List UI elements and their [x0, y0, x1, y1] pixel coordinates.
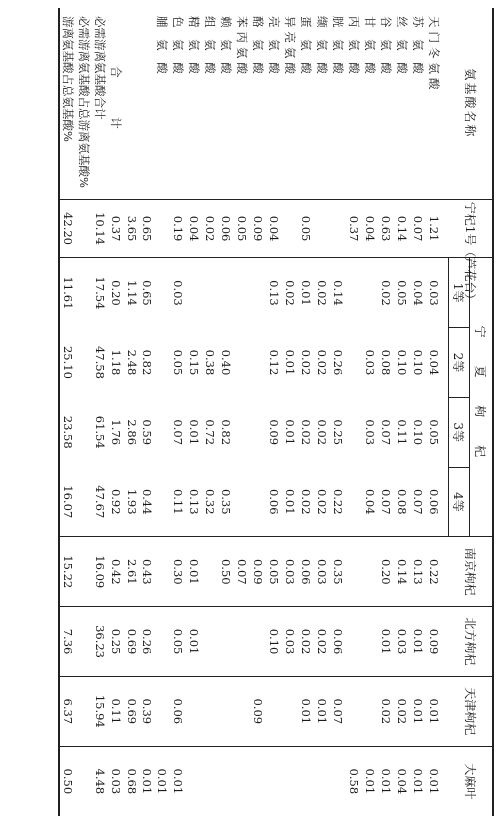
table-cell: 0.01: [427, 768, 442, 795]
table-cell: 0.01: [187, 607, 203, 677]
table-cell: 0.02: [315, 419, 330, 446]
table-cell: 0.06: [267, 467, 283, 537]
table-cell: 2.48: [124, 349, 139, 376]
table-cell: 0.02: [315, 280, 330, 306]
table-cell: 0.22: [331, 467, 347, 537]
table-cell: 0.06: [299, 537, 315, 607]
table-row: [299, 8, 315, 816]
table-cell: [187, 258, 203, 328]
table-cell: 0.65: [139, 280, 154, 306]
table-cell: 0.01: [379, 768, 394, 795]
row-label: 天门冬氨酸: [427, 8, 449, 199]
table-cell: 0.03: [427, 280, 442, 306]
table-cell: 0.01: [283, 467, 299, 537]
table-cell: 1.93: [124, 467, 139, 537]
table-row: [155, 8, 171, 816]
table-cell: 0.69: [124, 676, 139, 746]
table-cell: 0.13: [187, 467, 203, 537]
table-cell: 0.01: [187, 419, 202, 446]
table-cell: 0.92: [108, 467, 124, 537]
table-body: [59, 8, 449, 816]
table-row: [251, 8, 267, 816]
table-cell: 0.02: [299, 467, 315, 537]
table-cell: 0.39: [139, 676, 154, 746]
table-cell: 0.01: [283, 349, 298, 376]
table-cell: [203, 537, 219, 607]
row-label: 精 氨 酸: [187, 8, 203, 199]
table-cell: 0.07: [411, 199, 427, 258]
table-cell: [283, 199, 299, 258]
row-label: 苯丙氨酸: [235, 8, 251, 199]
table-cell: 0.03: [108, 768, 123, 795]
table-cell: [76, 328, 92, 398]
table-cell: [76, 199, 92, 258]
table-cell: 0.09: [427, 607, 449, 677]
table-cell: 0.01: [299, 676, 315, 746]
table-cell: 0.02: [379, 676, 395, 746]
table-cell: [315, 199, 331, 258]
table-cell: 0.04: [267, 199, 283, 258]
table-row: [315, 8, 331, 816]
table-cell: 0.07: [171, 419, 186, 446]
table-cell: [235, 607, 251, 677]
table-cell: [347, 397, 363, 467]
table-cell: 42.20: [59, 199, 76, 258]
table-cell: [283, 746, 299, 816]
table-cell: [76, 746, 92, 816]
table-cell: [363, 258, 379, 328]
table-cell: [251, 607, 267, 677]
table-cell: 0.13: [267, 280, 282, 306]
header-grade-2: 2等: [449, 328, 470, 398]
table-cell: 0.10: [411, 349, 426, 376]
table-cell: [76, 607, 92, 677]
header-tianjin: 天津枸杞: [449, 676, 494, 746]
table-cell: [251, 397, 267, 467]
table-cell: [155, 676, 171, 746]
table-cell: 0.05: [395, 280, 410, 306]
table-cell: 0.68: [124, 768, 139, 795]
table-cell: 0.82: [219, 419, 234, 446]
table-cell: 0.22: [427, 537, 449, 607]
table-cell: [283, 676, 299, 746]
table-cell: 0.11: [395, 419, 410, 446]
table-cell: 1.18: [108, 349, 123, 376]
table-cell: 0.82: [139, 349, 154, 376]
header-grade-3: 3等: [449, 397, 470, 467]
table-cell: 0.10: [411, 419, 426, 446]
table-cell: 0.14: [395, 199, 411, 258]
table-row: [235, 8, 251, 816]
table-cell: 0.20: [108, 280, 123, 306]
row-label: 组 氨 酸: [203, 8, 219, 199]
table-cell: 0.05: [235, 199, 251, 258]
table-row: [395, 8, 411, 816]
table-cell: 0.25: [108, 607, 124, 677]
table-cell: 0.05: [171, 607, 187, 677]
row-label: 蛋 氨 酸: [299, 8, 315, 199]
row-label: 谷 氨 酸: [379, 8, 395, 199]
table-cell: 0.10: [267, 607, 283, 677]
table-cell: 0.02: [395, 676, 411, 746]
table-cell: [155, 537, 171, 607]
table-row: [363, 8, 379, 816]
table-cell: [235, 397, 251, 467]
table-cell: [347, 328, 363, 398]
table-cell: 0.10: [395, 349, 410, 376]
table-cell: [347, 258, 363, 328]
table-cell: 0.07: [379, 467, 395, 537]
table-cell: 0.40: [219, 349, 234, 376]
amino-acid-table: [58, 8, 494, 816]
table-cell: 0.01: [171, 768, 186, 795]
row-label: 丙 氨 酸: [347, 8, 363, 199]
table-cell: [363, 676, 379, 746]
table-cell: 1.21: [427, 199, 449, 258]
table-cell: [203, 746, 219, 816]
table-cell: [76, 258, 92, 328]
table-cell: [235, 676, 251, 746]
table-cell: 0.05: [299, 199, 315, 258]
row-label: 赖 氨 酸: [219, 8, 235, 199]
table-cell: 61.54: [92, 415, 107, 449]
table-cell: 0.04: [427, 349, 442, 376]
table-cell: 0.01: [411, 607, 427, 677]
row-label: 丝 氨 酸: [395, 8, 411, 199]
table-cell: [219, 746, 235, 816]
row-label: 色 氨 酸: [171, 8, 187, 199]
table-cell: 2.86: [124, 419, 139, 446]
table-cell: [203, 258, 219, 328]
table-row: [267, 8, 283, 816]
table-cell: 0.43: [139, 537, 154, 607]
table-cell: [187, 676, 203, 746]
table-cell: [251, 746, 267, 816]
table-cell: [155, 607, 171, 677]
table-cell: [347, 537, 363, 607]
table-cell: [219, 258, 235, 328]
table-cell: 0.37: [347, 199, 363, 258]
table-cell: [187, 746, 203, 816]
table-cell: 7.36: [59, 607, 76, 677]
table-cell: 0.69: [124, 607, 139, 677]
table-row: [187, 8, 203, 816]
table-cell: 0.03: [363, 419, 378, 446]
table-cell: 0.02: [315, 349, 330, 376]
table-cell: 0.65: [139, 199, 154, 258]
table-cell: [299, 746, 315, 816]
table-cell: [203, 676, 219, 746]
header-grade-1: 1等: [449, 258, 470, 328]
table-cell: 0.42: [108, 537, 124, 607]
summary-row: [59, 8, 76, 816]
table-cell: 0.35: [331, 537, 347, 607]
table-cell: 47.58: [92, 345, 107, 379]
table-cell: [331, 746, 347, 816]
row-label: [124, 8, 139, 199]
table-cell: 0.50: [59, 746, 76, 816]
row-label: 异亮氨酸: [283, 8, 299, 199]
table-cell: 0.26: [331, 349, 346, 376]
table-row: [171, 8, 187, 816]
header-amino-acid-name: 氨基酸名称: [449, 8, 494, 199]
table-cell: [347, 676, 363, 746]
table-cell: 0.13: [411, 537, 427, 607]
table-cell: 16.07: [59, 467, 76, 537]
table-cell: 0.01: [379, 607, 395, 677]
row-label: 合 计: [108, 8, 124, 199]
table-cell: 0.05: [427, 419, 442, 446]
table-row: [331, 8, 347, 816]
table-cell: 0.72: [203, 419, 218, 446]
header-damaye: 大麻叶: [449, 746, 494, 816]
table-cell: 16.09: [92, 537, 108, 607]
row-label: 甘 氨 酸: [363, 8, 379, 199]
table-cell: 0.63: [379, 199, 395, 258]
table-cell: [251, 258, 267, 328]
table-cell: [315, 746, 331, 816]
table-cell: 0.02: [299, 419, 314, 446]
table-cell: 0.01: [187, 537, 203, 607]
total-row: [108, 8, 124, 816]
table-cell: 0.07: [379, 419, 394, 446]
table-cell: 0.09: [251, 199, 267, 258]
summary-row: [92, 8, 108, 816]
table-cell: 0.26: [139, 607, 154, 677]
table-cell: 1.76: [108, 419, 123, 446]
table-cell: 0.05: [267, 537, 283, 607]
table-cell: 0.59: [139, 419, 154, 446]
table-cell: 0.50: [219, 537, 235, 607]
table-cell: 0.03: [283, 607, 299, 677]
table-cell: 0.35: [219, 467, 235, 537]
table-cell: [235, 328, 251, 398]
table-cell: 0.03: [283, 537, 299, 607]
table-cell: [76, 397, 92, 467]
table-row: [203, 8, 219, 816]
table-cell: 0.06: [331, 607, 347, 677]
table-cell: 0.03: [363, 349, 378, 376]
header-ningqi-1: 宁杞1号（芦花台）: [449, 199, 494, 258]
table-cell: 0.01: [315, 676, 331, 746]
table-cell: 0.20: [379, 537, 395, 607]
table-cell: 0.01: [411, 768, 426, 795]
table-cell: 0.08: [395, 467, 411, 537]
table-cell: 0.32: [203, 467, 219, 537]
table-cell: 0.02: [283, 280, 298, 306]
row-label: 脯 氨 酸: [155, 8, 171, 199]
table-cell: [76, 467, 92, 537]
table-cell: [155, 328, 171, 398]
table-cell: 0.09: [251, 537, 267, 607]
table-row: [379, 8, 395, 816]
table-cell: [76, 537, 92, 607]
table-cell: 0.25: [331, 419, 346, 446]
header-nanjing: 南京枸杞: [449, 537, 494, 607]
table-cell: 0.01: [411, 676, 427, 746]
table-cell: 0.04: [187, 199, 203, 258]
header-grade-4: 4等: [449, 467, 470, 537]
row-label: 酪 氨 酸: [251, 8, 267, 199]
table-cell: 11.61: [59, 258, 76, 328]
table-cell: [203, 607, 219, 677]
row-label: 必需游离氨基酸占总游离氨基酸%: [76, 8, 92, 199]
table-cell: 17.54: [92, 276, 107, 310]
table-cell: [251, 467, 267, 537]
table-cell: 23.58: [59, 397, 76, 467]
table-cell: 0.04: [411, 280, 426, 306]
table-row: [283, 8, 299, 816]
table-cell: 0.09: [267, 419, 282, 446]
table-cell: 0.01: [139, 768, 154, 795]
table-cell: 0.04: [363, 199, 379, 258]
table-cell: 0.06: [219, 199, 235, 258]
table-cell: 0.03: [315, 537, 331, 607]
table-cell: 15.94: [92, 676, 108, 746]
row-label: [139, 8, 154, 199]
table-row: [124, 8, 139, 816]
table-cell: 0.07: [411, 467, 427, 537]
table-cell: [235, 746, 251, 816]
table-cell: 0.37: [108, 199, 124, 258]
table-cell: 4.48: [92, 768, 107, 795]
table-cell: 0.58: [347, 768, 362, 795]
table-cell: 0.02: [299, 349, 314, 376]
table-cell: 0.03: [171, 280, 186, 306]
table-cell: 0.15: [187, 349, 202, 376]
table-cell: 0.02: [203, 199, 219, 258]
table-cell: 25.10: [59, 328, 76, 398]
table-cell: 0.07: [331, 676, 347, 746]
table-cell: [267, 746, 283, 816]
table-cell: [155, 199, 171, 258]
table-row: [427, 8, 449, 816]
table-cell: 1.14: [124, 280, 139, 306]
table-row: [139, 8, 154, 816]
table-cell: 0.11: [108, 676, 124, 746]
table-cell: 0.01: [427, 676, 449, 746]
table-cell: 0.44: [139, 467, 154, 537]
table-cell: 0.01: [363, 768, 378, 795]
table-cell: 0.01: [299, 280, 314, 306]
table-cell: 0.02: [315, 607, 331, 677]
table-cell: 0.01: [155, 768, 170, 795]
table-cell: [363, 607, 379, 677]
table-cell: [235, 467, 251, 537]
table-cell: 47.67: [92, 467, 108, 537]
table-cell: 0.11: [171, 467, 187, 537]
summary-row: [76, 8, 92, 816]
table-cell: [155, 467, 171, 537]
row-label: 亮 氨 酸: [267, 8, 283, 199]
table-cell: [76, 676, 92, 746]
table-cell: 15.22: [59, 537, 76, 607]
table-cell: [331, 199, 347, 258]
table-cell: [347, 467, 363, 537]
table-cell: [155, 258, 171, 328]
header-ningxia-group: 宁 夏 枸 杞: [470, 258, 494, 537]
row-label: 胱 氨 酸: [331, 8, 347, 199]
table-cell: [219, 607, 235, 677]
table-cell: 0.02: [379, 280, 394, 306]
table-cell: 0.01: [283, 419, 298, 446]
row-label: 缬 氨 酸: [315, 8, 331, 199]
table-cell: 0.02: [315, 467, 331, 537]
table-cell: 0.06: [171, 676, 187, 746]
row-label: 游离氨基酸占总氨基酸%: [59, 8, 76, 199]
table-cell: 0.19: [171, 199, 187, 258]
table-cell: 2.61: [124, 537, 139, 607]
table-cell: 0.03: [395, 607, 411, 677]
table-cell: [235, 258, 251, 328]
table-cell: 10.14: [92, 199, 108, 258]
table-cell: 36.23: [92, 607, 108, 677]
table-cell: 0.04: [395, 768, 410, 795]
table-cell: [251, 328, 267, 398]
table-cell: 0.08: [379, 349, 394, 376]
table-cell: [347, 607, 363, 677]
table-cell: 0.06: [427, 467, 449, 537]
table-cell: 0.02: [299, 607, 315, 677]
table-cell: 0.14: [331, 280, 346, 306]
table-cell: 3.65: [124, 199, 139, 258]
row-label: 苏 氨 酸: [411, 8, 427, 199]
table-cell: 0.05: [171, 349, 186, 376]
table-cell: 0.30: [171, 537, 187, 607]
table-cell: [155, 397, 171, 467]
table-cell: 0.12: [267, 349, 282, 376]
table-cell: 0.14: [395, 537, 411, 607]
table-cell: 6.37: [59, 676, 76, 746]
header-beifang: 北方枸杞: [449, 607, 494, 677]
table-cell: 0.04: [363, 467, 379, 537]
table-cell: [267, 676, 283, 746]
table-cell: [219, 676, 235, 746]
table-row: [219, 8, 235, 816]
table-cell: 0.09: [251, 676, 267, 746]
table-cell: 0.38: [203, 349, 218, 376]
table-row: [347, 8, 363, 816]
table-row: [411, 8, 427, 816]
row-label: 必需游离氨基酸合计: [92, 8, 108, 199]
table-cell: [363, 537, 379, 607]
table-cell: 0.07: [235, 537, 251, 607]
